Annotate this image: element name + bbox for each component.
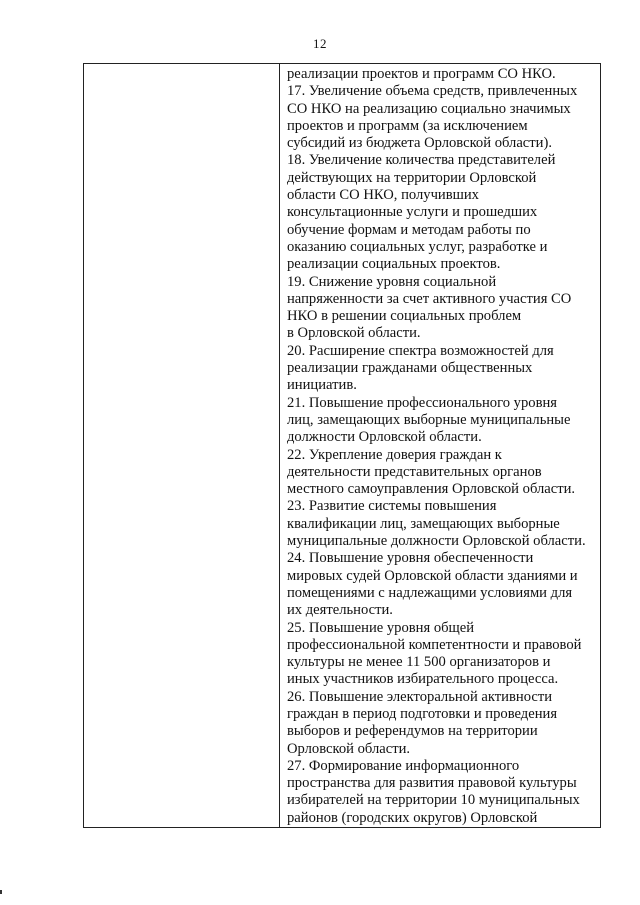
text-line: реализации социальных проектов. (287, 256, 501, 273)
text-line: 19. Снижение уровня социальной (287, 273, 497, 290)
text-line: 17. Увеличение объема средств, привлеченных (287, 83, 578, 100)
text-line: деятельности представительных органов (287, 463, 542, 480)
text-line: обучение формам и методам работы по (287, 221, 531, 238)
text-line: пространства для развития правовой культуры (287, 775, 577, 792)
text-line: иных участников избирательного процесса. (287, 671, 559, 688)
text-line: 21. Повышение профессионального уровня (287, 394, 557, 411)
text-line: муниципальные должности Орловской области. (287, 533, 586, 550)
text-line: районов (городских округов) Орловской (287, 809, 538, 826)
text-line: Орловской области. (287, 740, 411, 757)
text-line: 27. Формирование информационного (287, 757, 520, 774)
text-line: должности Орловской области. (287, 429, 482, 446)
text-line: граждан в период подготовки и проведения (287, 705, 558, 722)
text-line: реализации гражданами общественных (287, 360, 533, 377)
text-line: 22. Укрепление доверия граждан к (287, 446, 502, 463)
text-line: профессиональной компетентности и правовой (287, 636, 582, 653)
text-line: культуры не менее 11 500 организаторов и (287, 654, 551, 671)
text-line: инициатив. (287, 377, 357, 394)
text-line: консультационные услуги и прошедших (287, 204, 538, 221)
text-line: местного самоуправления Орловской области. (287, 481, 576, 498)
text-line: 18. Увеличение количества представителей (287, 152, 556, 169)
text-line: 23. Развитие системы повышения (287, 498, 497, 515)
text-line: проектов и программ (за исключением (287, 117, 528, 134)
text-line: НКО в решении социальных проблем (287, 308, 522, 325)
text-line: субсидий из бюджета Орловской области). (287, 135, 552, 152)
text-line: СО НКО на реализацию социально значимых (287, 100, 571, 117)
text-line: 24. Повышение уровня обеспеченности (287, 550, 534, 567)
text-line: квалификации лиц, замещающих выборные (287, 515, 560, 532)
text-line: 20. Расширение спектра возможностей для (287, 342, 554, 359)
text-line: действующих на территории Орловской (287, 169, 537, 186)
text-line: напряженности за счет активного участия СО (287, 290, 572, 307)
document-table (83, 63, 601, 828)
text-line: избирателей на территории 10 муниципальных (287, 792, 580, 809)
scan-mark (0, 890, 2, 894)
page-number: 12 (313, 36, 327, 51)
text-line: в Орловской области. (287, 325, 421, 342)
text-line: мировых судей Орловской области зданиями и (287, 567, 578, 584)
text-line: оказанию социальных услуг, разработке и (287, 238, 548, 255)
table-right-cell (287, 66, 599, 827)
text-line: реализации проектов и программ СО НКО. (287, 66, 556, 82)
text-line: лиц, замещающих выборные муниципальные (287, 411, 571, 428)
text-line: 26. Повышение электоральной активности (287, 688, 553, 705)
text-line: области СО НКО, получивших (287, 187, 479, 204)
text-line: помещениями с надлежащими условиями для (287, 584, 573, 601)
text-line: 25. Повышение уровня общей (287, 619, 475, 636)
table-left-cell (84, 64, 280, 827)
text-line: их деятельности. (287, 602, 393, 619)
text-line: выборов и референдумов на территории (287, 723, 538, 740)
